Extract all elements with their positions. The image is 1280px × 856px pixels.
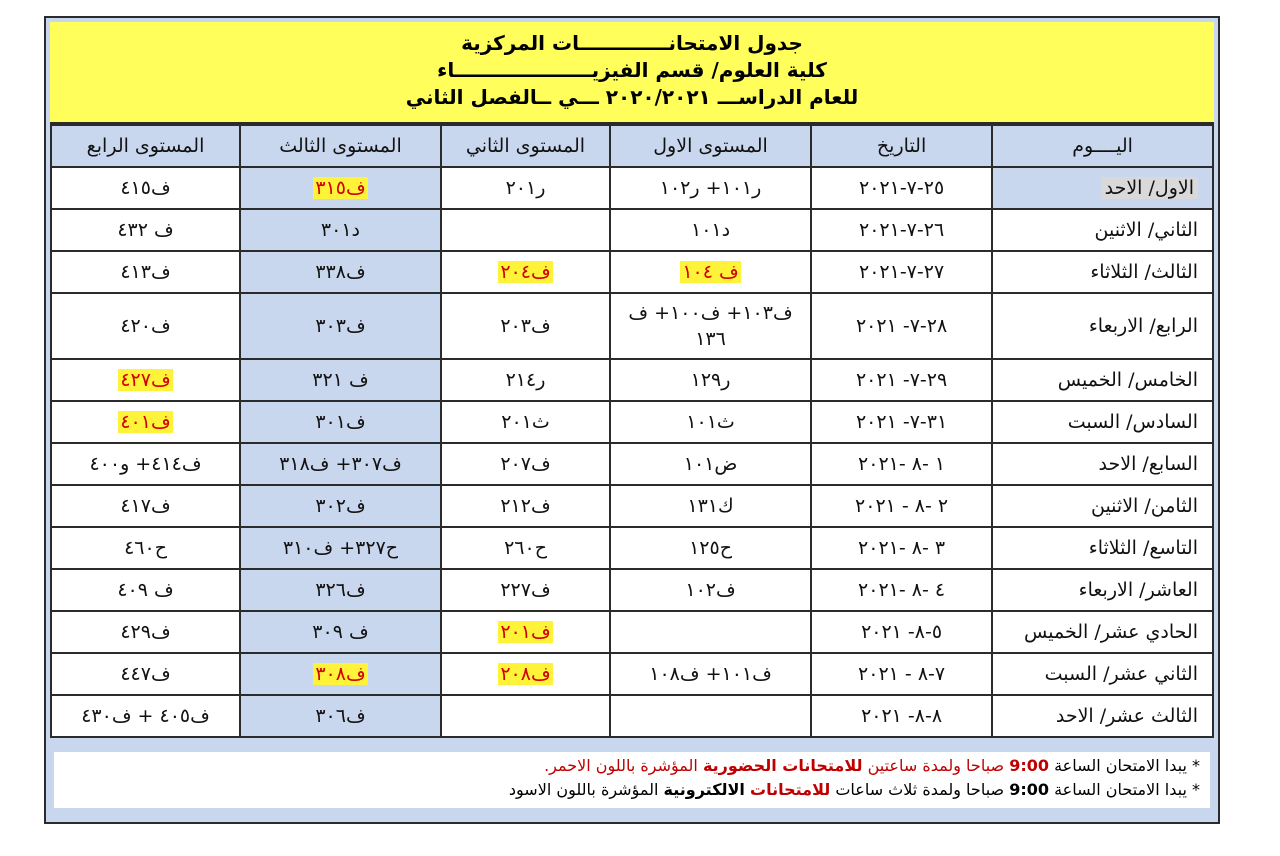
note2-type-2: الالكترونية [663, 780, 745, 799]
table-row [51, 527, 1213, 569]
level3-cell: ح٣٢٧+ ف٣١٠ [240, 527, 441, 569]
level3-cell: ف٣٠٢ [240, 485, 441, 527]
date-cell: ٢٧-٧-٢٠٢١ [811, 251, 992, 293]
table-row [51, 569, 1213, 611]
day-cell: السادس/ السبت [992, 401, 1213, 443]
level2-cell: ف٢١٢ [441, 485, 610, 527]
level1-cell: ح١٢٥ [610, 527, 811, 569]
date-cell: ٤ -٨ -٢٠٢١ [811, 569, 992, 611]
level4-cell: ف٤٢٠ [51, 293, 240, 359]
note1-lead: * يبدا الامتحان الساعة [1054, 756, 1200, 775]
level2-cell [441, 695, 610, 737]
table-row [51, 443, 1213, 485]
day-cell: العاشر/ الاربعاء [992, 569, 1213, 611]
level4-cell: ف٤١٤+ و٤٠٠ [51, 443, 240, 485]
level2-cell: ف٢٠٣ [441, 293, 610, 359]
header-row [51, 125, 1213, 167]
table-row [51, 485, 1213, 527]
date-cell: ٢٩-٧- ٢٠٢١ [811, 359, 992, 401]
level4-cell: ف ٤٠٩ [51, 569, 240, 611]
level3-cell: ف٣٠٧+ ف٣١٨ [240, 443, 441, 485]
table-row [51, 293, 1213, 359]
table-row [51, 695, 1213, 737]
level2-cell: ف٢٠٨ [500, 663, 551, 685]
table-row [51, 167, 1213, 209]
level1-cell: ث١٠١ [610, 401, 811, 443]
notes-box [54, 752, 1210, 808]
table-row [51, 611, 1213, 653]
schedule-table [50, 124, 1214, 738]
note1-duration: صباحا ولمدة ساعتين [867, 756, 1005, 775]
level1-cell: ر١٢٩ [610, 359, 811, 401]
level3-cell: ف٣١٥ [315, 177, 366, 199]
note2-duration: صباحا ولمدة ثلاث ساعات [835, 780, 1005, 799]
level4-cell: ف٤٠٥ + ف٤٣٠ [51, 695, 240, 737]
level2-cell [441, 209, 610, 251]
col-level-3: المستوى الثالث [240, 125, 441, 167]
level3-cell: ف٣٠٦ [240, 695, 441, 737]
date-cell: ٢٥-٧-٢٠٢١ [811, 167, 992, 209]
note2-tail: المؤشرة باللون الاسود [508, 780, 659, 799]
level4-cell: ف٤٢٩ [51, 611, 240, 653]
date-cell: ٢٨-٧- ٢٠٢١ [811, 293, 992, 359]
date-cell: ٢ -٨ - ٢٠٢١ [811, 485, 992, 527]
title-banner [50, 22, 1214, 124]
table-row [51, 401, 1213, 443]
level1-cell: ف١٠٣+ ف١٠٠+ ف ١٣٦ [610, 293, 811, 359]
note-line-2 [64, 778, 1200, 802]
day-cell: الثاني عشر/ السبت [992, 653, 1213, 695]
level1-cell: ف١٠١+ ف١٠٨ [610, 653, 811, 695]
level3-cell: د٣٠١ [240, 209, 441, 251]
level4-cell: ف٤١٧ [51, 485, 240, 527]
level2-cell: ث٢٠١ [441, 401, 610, 443]
level2-cell: ف٢٠٧ [441, 443, 610, 485]
title-line-3: للعام الدراســـ ٢٠٢٠/٢٠٢١ ـــي ــالفصل الثاني [405, 85, 859, 109]
level2-cell: ر٢٠١ [441, 167, 610, 209]
note2-type: للامتحانات [750, 780, 831, 799]
level3-cell: ف٣٠١ [240, 401, 441, 443]
day-cell: الخامس/ الخميس [992, 359, 1213, 401]
title-line-2: كلية العلوم/ قسم الفيزيــــــــــــــــــــاء [437, 58, 827, 82]
level2-cell: ف٢٢٧ [441, 569, 610, 611]
table-row [51, 251, 1213, 293]
date-cell: ٣١-٧- ٢٠٢١ [811, 401, 992, 443]
date-cell: ١ -٨ -٢٠٢١ [811, 443, 992, 485]
level4-cell: ف٤٢٧ [120, 369, 171, 391]
title-line-1: جدول الامتحانـــــــــــــات المركزية [461, 31, 803, 55]
note1-type: للامتحانات الحضورية [702, 756, 863, 775]
level1-cell: ض١٠١ [610, 443, 811, 485]
day-cell: الثالث/ الثلاثاء [992, 251, 1213, 293]
col-level-4: المستوى الرابع [51, 125, 240, 167]
level3-cell: ف ٣٠٩ [240, 611, 441, 653]
day-cell: التاسع/ الثلاثاء [992, 527, 1213, 569]
day-cell: السابع/ الاحد [992, 443, 1213, 485]
level2-cell: ر٢١٤ [441, 359, 610, 401]
day-cell: الثامن/ الاثنين [992, 485, 1213, 527]
date-cell: ٧-٨ - ٢٠٢١ [811, 653, 992, 695]
level2-cell: ف٢٠١ [500, 621, 551, 643]
level1-cell [610, 695, 811, 737]
level1-cell: ر١٠١+ ر١٠٢ [610, 167, 811, 209]
level4-cell: ح٤٦٠ [51, 527, 240, 569]
level3-cell: ف٣٠٨ [315, 663, 366, 685]
level3-cell: ف٣٠٣ [240, 293, 441, 359]
date-cell: ٥-٨- ٢٠٢١ [811, 611, 992, 653]
note2-time: 9:00 [1009, 780, 1049, 799]
level3-cell: ف ٣٢١ [240, 359, 441, 401]
level3-cell: ف٣٣٨ [240, 251, 441, 293]
level4-cell: ف٤٤٧ [51, 653, 240, 695]
level2-cell: ح٢٦٠ [441, 527, 610, 569]
level1-cell [610, 611, 811, 653]
note1-tail: المؤشرة باللون الاحمر. [544, 756, 698, 775]
level3-cell: ف٣٢٦ [240, 569, 441, 611]
table-row [51, 359, 1213, 401]
col-level-1: المستوى الاول [610, 125, 811, 167]
date-cell: ٢٦-٧-٢٠٢١ [811, 209, 992, 251]
day-cell: الحادي عشر/ الخميس [992, 611, 1213, 653]
level2-cell: ف٢٠٤ [500, 261, 551, 283]
note2-lead: * يبدا الامتحان الساعة [1054, 780, 1200, 799]
date-cell: ٨-٨- ٢٠٢١ [811, 695, 992, 737]
level1-cell: د١٠١ [610, 209, 811, 251]
day-cell: الثاني/ الاثنين [992, 209, 1213, 251]
level1-cell: ف١٠٢ [610, 569, 811, 611]
col-level-2: المستوى الثاني [441, 125, 610, 167]
level1-cell: ك١٣١ [610, 485, 811, 527]
level4-cell: ف ٤٣٢ [51, 209, 240, 251]
note1-time: 9:00 [1009, 756, 1049, 775]
day-cell: الثالث عشر/ الاحد [992, 695, 1213, 737]
note-line-1 [64, 754, 1200, 778]
col-day: اليــــوم [992, 125, 1213, 167]
date-cell: ٣ -٨ -٢٠٢١ [811, 527, 992, 569]
col-date: التاريخ [811, 125, 992, 167]
level1-cell: ف ١٠٤ [682, 261, 739, 283]
table-row [51, 653, 1213, 695]
level4-cell: ف٤١٣ [51, 251, 240, 293]
level4-cell: ف٤٠١ [120, 411, 171, 433]
day-cell: الاول/ الاحد [1101, 177, 1198, 199]
table-row [51, 209, 1213, 251]
day-cell: الرابع/ الاربعاء [992, 293, 1213, 359]
level4-cell: ف٤١٥ [51, 167, 240, 209]
exam-schedule-sheet [44, 16, 1220, 824]
